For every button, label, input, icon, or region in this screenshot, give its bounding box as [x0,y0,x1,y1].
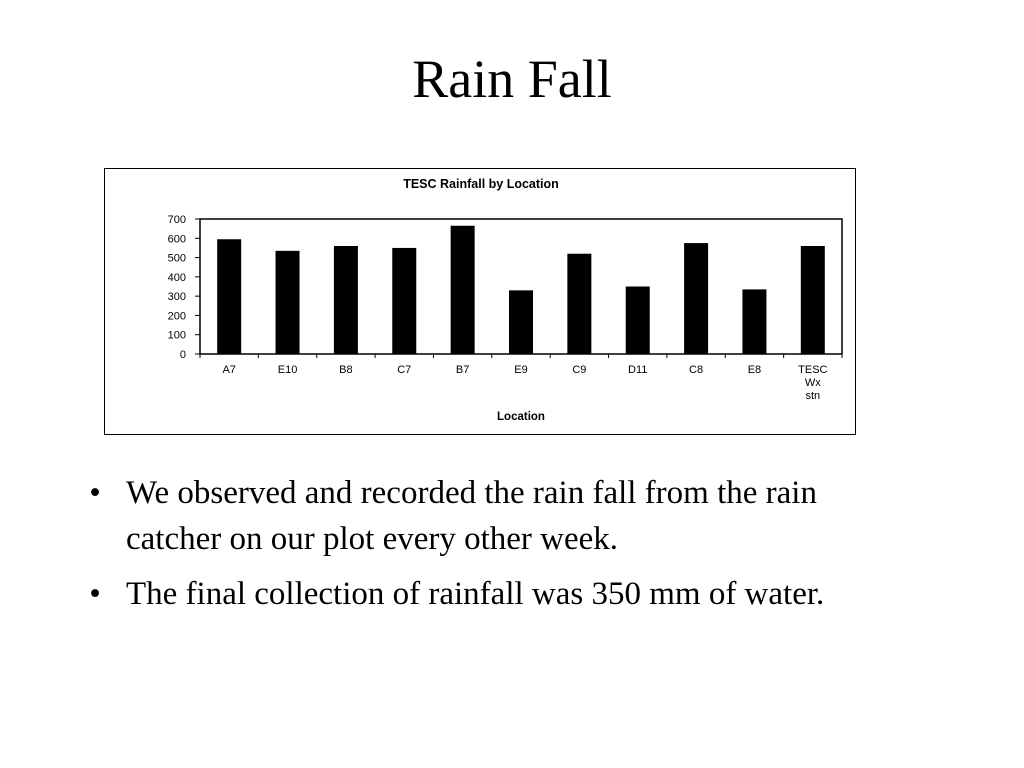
bar [509,290,533,354]
bullet-item [80,470,910,562]
bar [801,246,825,354]
bullet-icon: • [89,475,101,511]
bar [334,246,358,354]
bullet-text: The final collection of rainfall was 350 mm of water. [126,576,825,612]
bullet-list [80,470,910,626]
bar [626,287,650,355]
bullet-text: We observed and recorded the rain fall from the rain catcher on our plot every other week. [126,475,817,557]
bar [217,239,241,354]
bar [392,248,416,354]
y-tick-label: 700 [167,214,186,226]
y-tick-label: 600 [167,233,186,246]
bar [567,254,591,354]
x-tick-label: E9 [514,364,528,376]
x-tick-label: C9 [572,364,587,376]
slide-title: Rain Fall [412,49,612,109]
y-tick-label: 400 [167,271,186,284]
y-tick-label: 300 [167,291,186,304]
x-tick-label: B8 [339,364,353,376]
x-tick-label: C7 [397,364,412,376]
y-tick-label: 0 [179,349,186,361]
x-tick-label: E10 [277,364,298,376]
bullet-item [80,571,910,617]
chart-svg [105,169,857,436]
x-tick-label: TESC Wx stn [798,364,828,402]
y-tick-label: 100 [167,329,186,342]
bullet-icon: • [89,576,101,612]
x-tick-label: C8 [689,364,704,376]
chart-title: TESC Rainfall by Location [403,177,559,191]
bar [742,289,766,354]
x-axis-label: Location [497,411,545,423]
x-tick-label: D11 [628,364,648,376]
y-tick-label: 500 [167,252,186,265]
x-tick-label: B7 [455,364,470,376]
x-tick-label: E8 [747,364,762,376]
y-tick-label: 200 [167,310,186,323]
x-tick-label: A7 [222,364,236,376]
rainfall-chart [104,168,856,435]
bar [276,251,300,354]
bar [684,243,708,354]
bar [451,226,475,354]
